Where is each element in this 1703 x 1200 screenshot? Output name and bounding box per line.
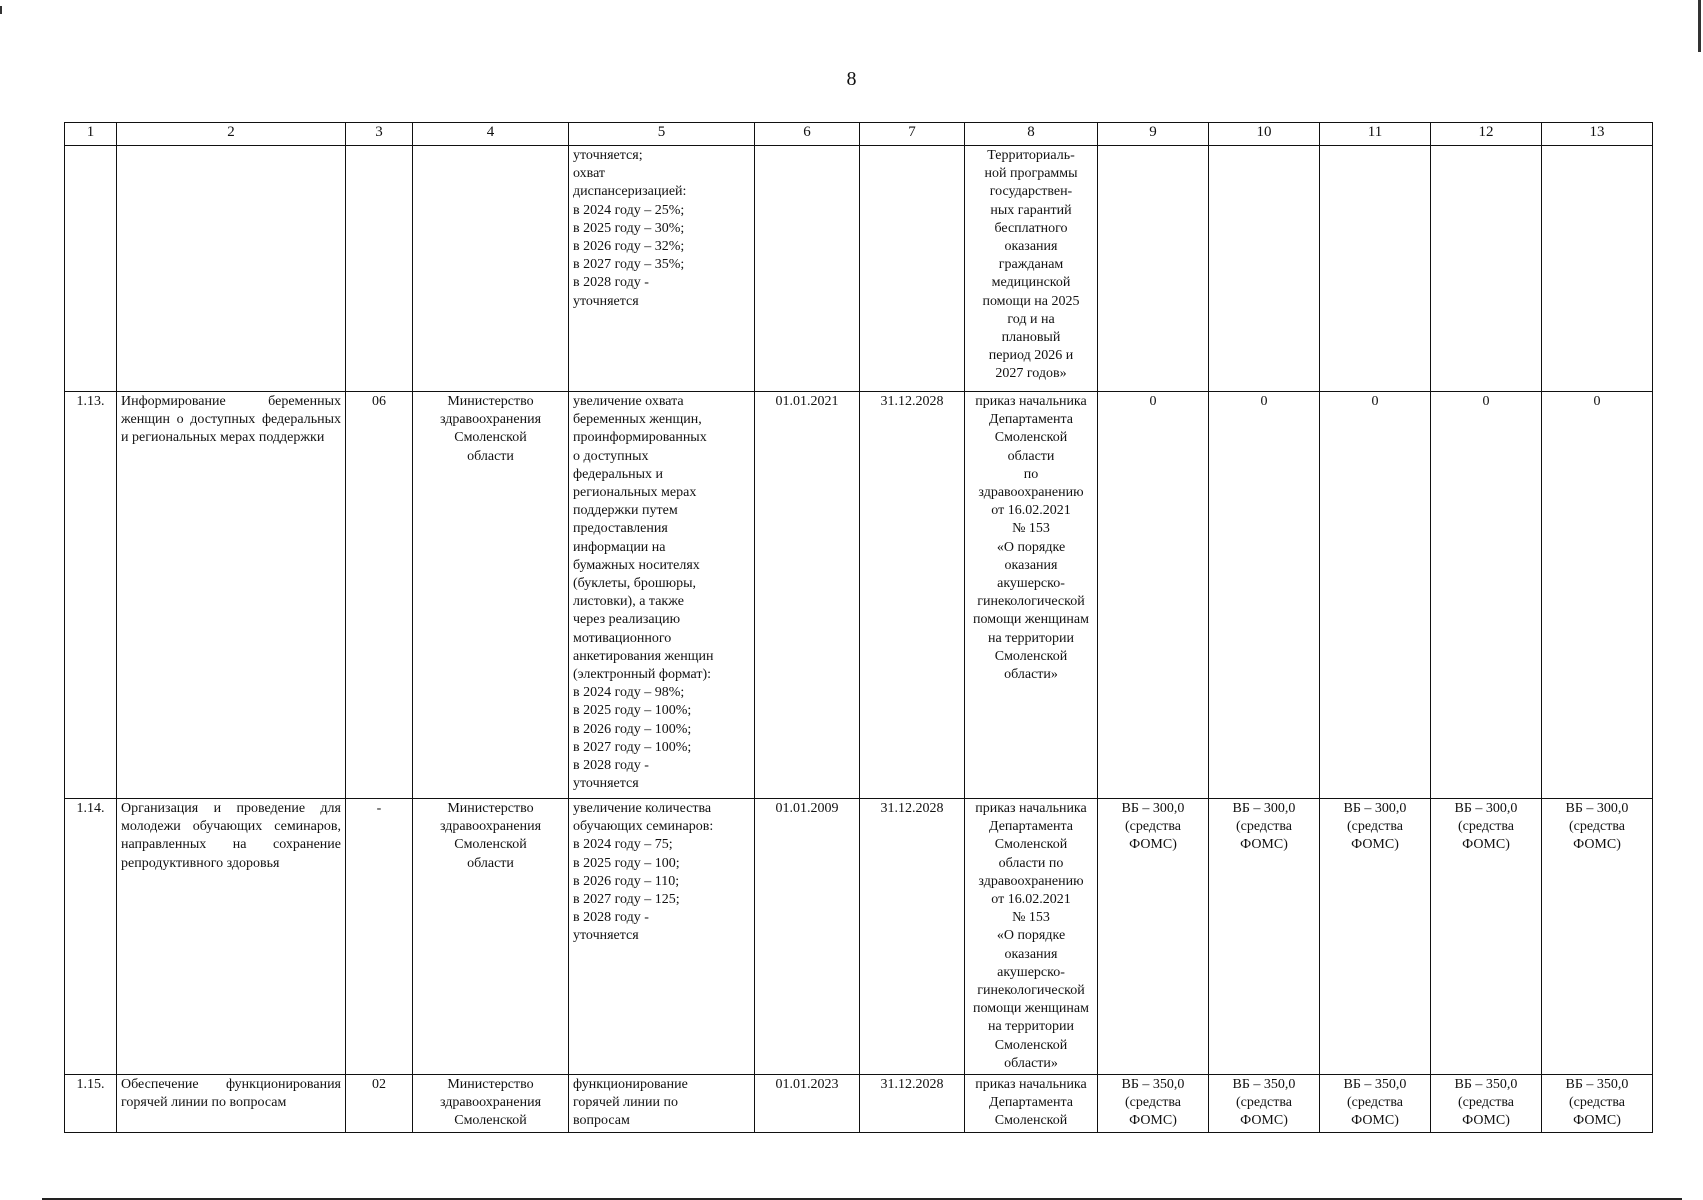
measure-indicator: увеличение количества обучающих семинаров: в 2024 году – 75; в 2025 году – 100; в 2026 году – 110; в 2027 году – 125; в 2028 году - уточняется: [569, 799, 755, 1075]
column-number-row: [65, 123, 1653, 146]
measure-end-date: 31.12.2028: [860, 392, 965, 799]
funding-2026: 0: [1320, 392, 1431, 799]
funding-2026: ВБ – 350,0 (средства ФОМС): [1320, 1075, 1431, 1133]
measures-table: [64, 122, 1653, 1133]
funding-2028: [1542, 146, 1653, 392]
measure-executor: [413, 146, 569, 392]
table-row: [65, 799, 1653, 1075]
measure-number: [65, 146, 117, 392]
measure-name: [117, 146, 346, 392]
funding-2027: ВБ – 350,0 (средства ФОМС): [1431, 1075, 1542, 1133]
col-header: 12: [1431, 123, 1542, 146]
measure-number: 1.15.: [65, 1075, 117, 1133]
measure-code: 02: [346, 1075, 413, 1133]
measure-end-date: [860, 146, 965, 392]
measure-end-date: 31.12.2028: [860, 1075, 965, 1133]
measure-number: 1.14.: [65, 799, 117, 1075]
measure-code: -: [346, 799, 413, 1075]
measure-executor: Министерство здравоохранения Смоленской области: [413, 392, 569, 799]
measure-name: Обеспечение функционирования горячей линии по вопросам: [117, 1075, 346, 1133]
funding-2025: ВБ – 350,0 (средства ФОМС): [1209, 1075, 1320, 1133]
measure-indicator: уточняется; охват диспансеризацией: в 2024 году – 25%; в 2025 году – 30%; в 2026 году – 32%; в 2027 году – 35%; в 2028 году - уточняется: [569, 146, 755, 392]
measure-indicator: функционирование горячей линии по вопросам: [569, 1075, 755, 1133]
col-header: 4: [413, 123, 569, 146]
funding-2028: ВБ – 300,0 (средства ФОМС): [1542, 799, 1653, 1075]
col-header: 9: [1098, 123, 1209, 146]
measure-basis: приказ начальника Департамента Смоленской области по здравоохранению от 16.02.2021 № 153 «О порядке оказания акушерско- гинекологической помощи женщинам на территории Смоленской области»: [965, 392, 1098, 799]
measure-name: Информирование беременных женщин о доступных федеральных и региональных мерах поддержки: [117, 392, 346, 799]
measure-basis: приказ начальника Департамента Смоленской области по здравоохранению от 16.02.2021 № 153 «О порядке оказания акушерско- гинекологической помощи женщинам на территории Смоленской области»: [965, 799, 1098, 1075]
measure-indicator: увеличение охвата беременных женщин, проинформированных о доступных федеральных и региональных мерах поддержки путем предоставления информации на бумажных носителях (буклеты, брошюры, листовки), а также через реализацию мотивационного анкетирования женщин (электронный формат): в 2024 году – 98%; в 2025 году – 100%; в 2026 году – 100%; в 2027 году – 100%; в 2028 году - уточняется: [569, 392, 755, 799]
funding-2024: ВБ – 300,0 (средства ФОМС): [1098, 799, 1209, 1075]
measure-start-date: [755, 146, 860, 392]
funding-2027: ВБ – 300,0 (средства ФОМС): [1431, 799, 1542, 1075]
col-header: 1: [65, 123, 117, 146]
col-header: 8: [965, 123, 1098, 146]
col-header: 7: [860, 123, 965, 146]
measure-start-date: 01.01.2023: [755, 1075, 860, 1133]
funding-2025: [1209, 146, 1320, 392]
measure-executor: Министерство здравоохранения Смоленской области: [413, 799, 569, 1075]
measure-start-date: 01.01.2021: [755, 392, 860, 799]
col-header: 10: [1209, 123, 1320, 146]
measure-code: 06: [346, 392, 413, 799]
funding-2027: 0: [1431, 392, 1542, 799]
col-header: 6: [755, 123, 860, 146]
funding-2026: ВБ – 300,0 (средства ФОМС): [1320, 799, 1431, 1075]
table-row: [65, 146, 1653, 392]
col-header: 5: [569, 123, 755, 146]
measure-start-date: 01.01.2009: [755, 799, 860, 1075]
measure-basis: приказ начальника Департамента Смоленской: [965, 1075, 1098, 1133]
funding-2024: [1098, 146, 1209, 392]
scan-edge-mark: [1698, 0, 1701, 52]
measure-executor: Министерство здравоохранения Смоленской: [413, 1075, 569, 1133]
funding-2024: ВБ – 350,0 (средства ФОМС): [1098, 1075, 1209, 1133]
measure-end-date: 31.12.2028: [860, 799, 965, 1075]
funding-2025: 0: [1209, 392, 1320, 799]
funding-2025: ВБ – 300,0 (средства ФОМС): [1209, 799, 1320, 1075]
measure-basis: Территориаль- ной программы государствен- ных гарантий бесплатного оказания гражданам медицинской помощи на 2025 год и на плановый период 2026 и 2027 годов»: [965, 146, 1098, 392]
funding-2028: 0: [1542, 392, 1653, 799]
measure-code: [346, 146, 413, 392]
measure-number: 1.13.: [65, 392, 117, 799]
scan-mark: [0, 6, 2, 14]
col-header: 3: [346, 123, 413, 146]
funding-2028: ВБ – 350,0 (средства ФОМС): [1542, 1075, 1653, 1133]
funding-2027: [1431, 146, 1542, 392]
funding-2026: [1320, 146, 1431, 392]
table-row: [65, 392, 1653, 799]
funding-2024: 0: [1098, 392, 1209, 799]
col-header: 11: [1320, 123, 1431, 146]
col-header: 13: [1542, 123, 1653, 146]
col-header: 2: [117, 123, 346, 146]
page-number: 8: [846, 68, 857, 90]
table-row: [65, 1075, 1653, 1133]
measure-name: Организация и проведение для молодежи обучающих семинаров, направленных на сохранение репродуктивного здоровья: [117, 799, 346, 1075]
